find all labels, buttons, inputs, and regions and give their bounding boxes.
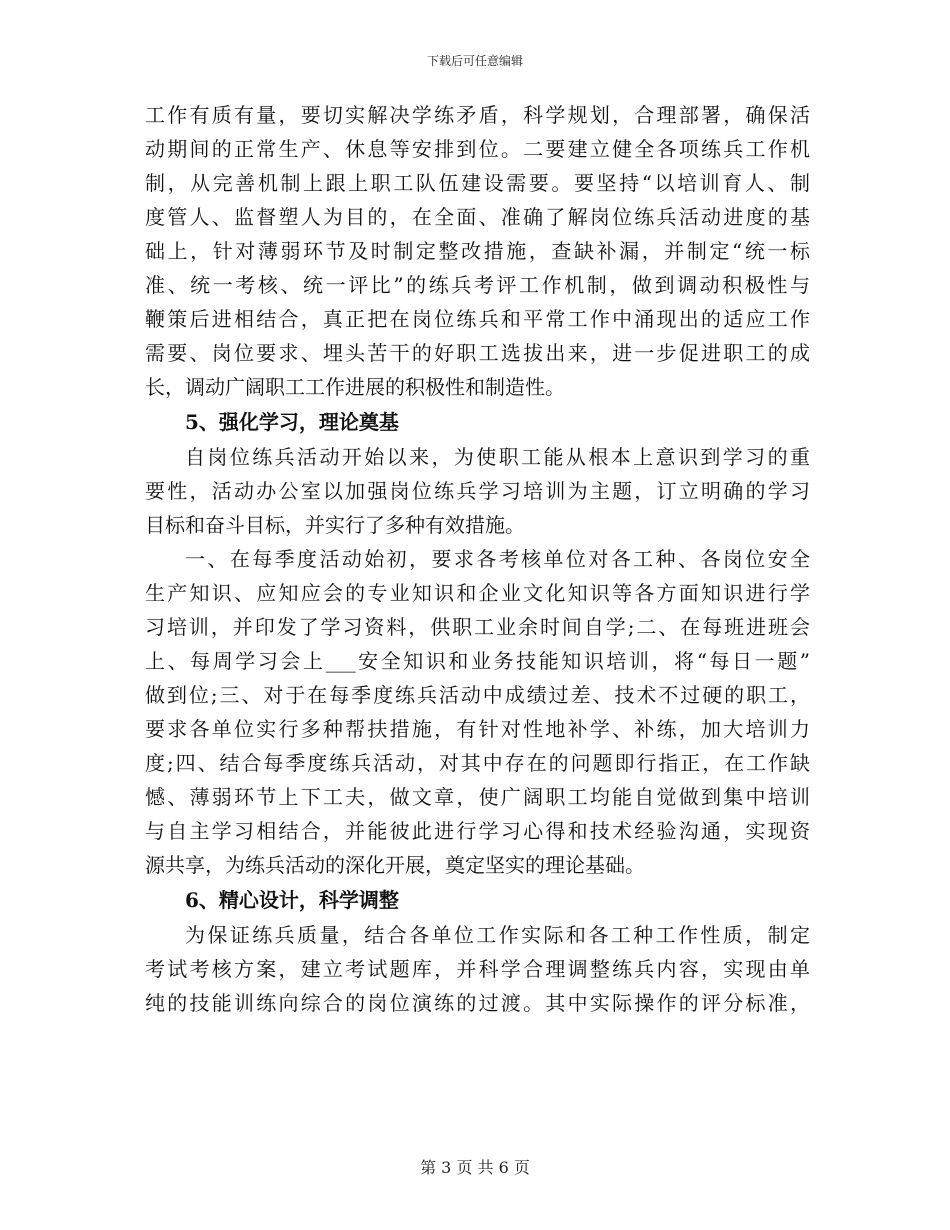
paragraph-line: 做到位;三、对于在每季度练兵活动中成绩过差、技术不过硬的职工， [145, 683, 810, 707]
paragraph-line: 目标和奋斗目标，并实行了多种有效措施。 [145, 513, 525, 537]
paragraph-line: 自岗位练兵活动开始以来，为使职工能从根本上意识到学习的重 [185, 445, 810, 469]
section-heading: 6、精心设计，科学调整 [185, 888, 399, 912]
paragraph-line: 要求各单位实行多种帮扶措施，有针对性地补学、补练，加大培训力 [145, 717, 810, 741]
paragraph-line: 鞭策后进相结合，真正把在岗位练兵和平常工作中涌现出的适应工作 [145, 307, 810, 331]
paragraph-line: 度;四、结合每季度练兵活动，对其中存在的问题即行指正，在工作缺 [145, 751, 810, 775]
page-number-footer: 第 3 页 共 6 页 [420, 1158, 530, 1177]
paragraph-line: 动期间的正常生产、休息等安排到位。二要建立健全各项练兵工作机 [145, 137, 810, 161]
document-body [145, 98, 810, 1020]
paragraph-line: 考试考核方案，建立考试题库，并科学合理调整练兵内容，实现由单 [145, 957, 810, 981]
paragraph-line: 与自主学习相结合，并能彼此进行学习心得和技术经验沟通，实现资 [145, 819, 810, 843]
paragraph-line: 生产知识、应知应会的专业知识和企业文化知识等各方面知识进行学 [145, 581, 810, 605]
section-heading: 5、强化学习，理论奠基 [185, 410, 399, 434]
paragraph-line: 源共享，为练兵活动的深化开展，奠定坚实的理论基础。 [145, 853, 645, 877]
paragraph-line: 准、统一考核、统一评比”的练兵考评工作机制，做到调动积极性与 [145, 273, 810, 297]
paragraph-line: 工作有质有量，要切实解决学练矛盾，科学规划，合理部署，确保活 [145, 103, 810, 127]
paragraph-line: 长，调动广阔职工工作进展的积极性和制造性。 [145, 375, 565, 399]
paragraph-line: 一、在每季度活动始初，要求各考核单位对各工种、各岗位安全 [185, 547, 810, 571]
paragraph-line: 度管人、监督塑人为目的，在全面、准确了解岗位练兵活动进度的基 [145, 205, 810, 229]
paragraph-line: 需要、岗位要求、埋头苦干的好职工选拔出来，进一步促进职工的成 [145, 341, 810, 365]
paragraph-line: 为保证练兵质量，结合各单位工作实际和各工种工作性质，制定 [185, 923, 810, 947]
paragraph-line: 要性，活动办公室以加强岗位练兵学习培训为主题，订立明确的学习 [145, 479, 810, 503]
paragraph-line: 憾、薄弱环节上下工夫，做文章，使广阔职工均能自觉做到集中培训 [145, 785, 810, 809]
paragraph-line: 制，从完善机制上跟上职工队伍建设需要。要坚持“以培训育人、制 [145, 171, 810, 195]
paragraph-line: 上、每周学习会上___安全知识和业务技能知识培训，将“每日一题” [145, 649, 810, 673]
paragraph-line: 纯的技能训练向综合的岗位演练的过渡。其中实际操作的评分标准， [145, 991, 810, 1015]
paragraph-line: 习培训，并印发了学习资料，供职工业余时间自学;二、在每班进班会 [145, 615, 810, 639]
paragraph-line: 础上，针对薄弱环节及时制定整改措施，查缺补漏，并制定“统一标 [145, 239, 810, 263]
page-header: 下载后可任意编辑 [426, 54, 523, 68]
